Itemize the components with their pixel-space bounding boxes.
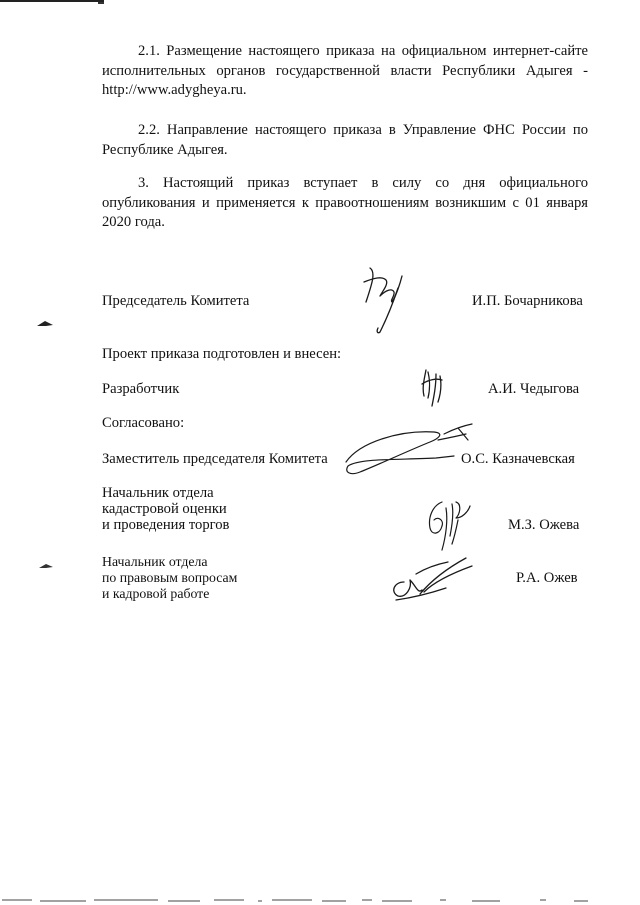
- head-cadastral-name: М.З. Ожева: [508, 517, 580, 533]
- head-legal-title-line-1: Начальник отдела: [102, 554, 208, 569]
- agreed-label: Согласовано:: [102, 415, 185, 431]
- chair-name: И.П. Бочарникова: [472, 293, 583, 309]
- chair-title: Председатель Комитета: [102, 293, 250, 309]
- paragraph-3: 3. Настоящий приказ вступает в силу со дня официального опубликования и применяется к правоотношениям возникшим с 01 января 2020 года.: [102, 175, 588, 230]
- paragraph-2-1: 2.1. Размещение настоящего приказа на официальном интернет-сайте исполнительных органов государственной власти Республики Адыгея - http://www.adygheya.ru.: [102, 43, 588, 98]
- head-legal-title-line-2: по правовым вопросам: [102, 570, 238, 585]
- prepared-by-label: Проект приказа подготовлен и внесен:: [102, 346, 342, 362]
- chair-signature: [356, 262, 416, 336]
- head-legal-signature: [376, 552, 476, 606]
- head-legal-title-line-3: и кадровой работе: [102, 586, 210, 601]
- head-cadastral-title-line-3: и проведения торгов: [102, 517, 230, 533]
- deputy-name: О.С. Казначевская: [461, 451, 575, 467]
- scan-margin-mark: [36, 320, 54, 328]
- deputy-signature: [340, 418, 480, 478]
- deputy-title: Заместитель председателя Комитета: [102, 451, 328, 467]
- scan-margin-mark: [38, 563, 54, 570]
- head-cadastral-title-line-1: Начальник отдела: [102, 485, 214, 501]
- head-cadastral-title-line-2: кадастровой оценки: [102, 501, 227, 517]
- head-cadastral-signature: [422, 496, 474, 556]
- head-legal-name: Р.А. Ожев: [516, 570, 578, 586]
- paragraph-2-2: 2.2. Направление настоящего приказа в Управление ФНС России по Республике Адыгея.: [102, 122, 588, 158]
- developer-name: А.И. Чедыгова: [488, 381, 580, 397]
- scan-top-line-tick: [98, 2, 104, 4]
- developer-title: Разработчик: [102, 381, 180, 397]
- developer-signature: [418, 366, 450, 410]
- scan-top-line: [0, 0, 104, 2]
- scan-bottom-rule: [0, 898, 640, 904]
